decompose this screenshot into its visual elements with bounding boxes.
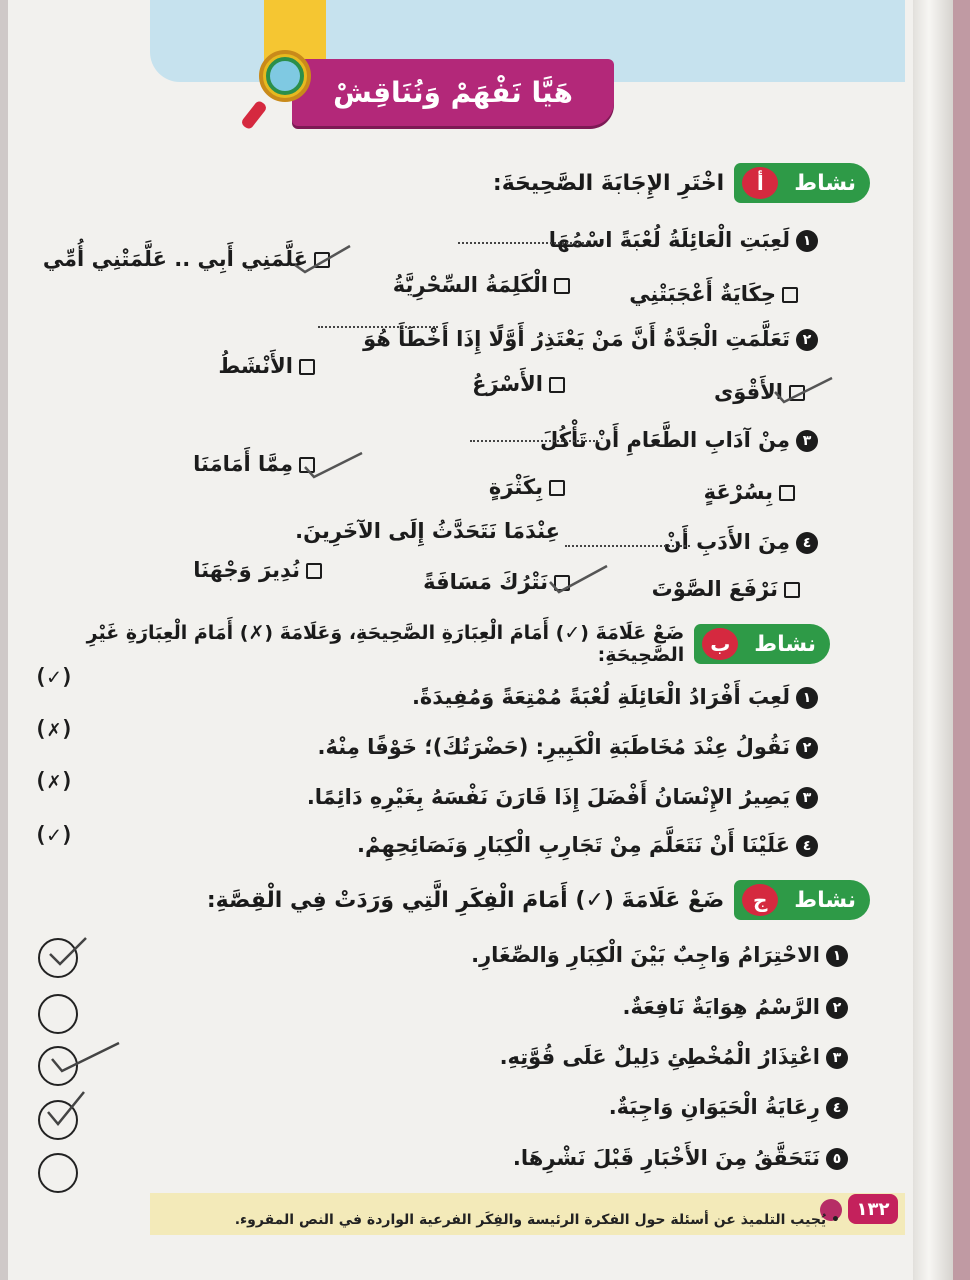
statement-1-number: ١ xyxy=(796,687,818,709)
statement-4-number: ٤ xyxy=(796,835,818,857)
question-4-number: ٤ xyxy=(796,532,818,554)
question-4-text-end: عِنْدَمَا نَتَحَدَّثُ إِلَى الآخَرِينَ. xyxy=(295,519,560,543)
activity-b-badge xyxy=(694,624,830,664)
checkbox[interactable] xyxy=(306,563,322,579)
statement-2-number: ٢ xyxy=(796,737,818,759)
option-label: مِمَّا أَمَامَنَا xyxy=(193,452,293,476)
activity-a-badge xyxy=(734,163,870,203)
option-q3-a[interactable] xyxy=(193,452,315,476)
activity-b-letter: ب xyxy=(702,628,738,660)
idea-5 xyxy=(513,1146,848,1170)
page-number: ١٣٢ xyxy=(848,1194,898,1224)
statement-1-text: لَعِبَ أَفْرَادُ الْعَائِلَةِ لُعْبَةً مُمْتِعَةً وَمُفِيدَةً. xyxy=(411,685,790,709)
option-label: نَتْرُكَ مَسَافَةً xyxy=(423,570,548,594)
statement-2 xyxy=(318,735,818,759)
idea-4-number: ٤ xyxy=(826,1097,848,1119)
idea-4-checkcircle[interactable] xyxy=(38,1100,78,1140)
statement-2-text: نَقُولُ عِنْدَ مُخَاطَبَةِ الْكَبِيرِ: (حَضْرَتُكَ)؛ خَوْفًا مِنْهُ. xyxy=(317,735,790,759)
idea-3-text: اعْتِذَارُ الْمُخْطِئِ دَلِيلٌ عَلَى قُوَّتِهِ. xyxy=(499,1045,820,1069)
answer-line xyxy=(458,242,588,244)
question-3-number: ٣ xyxy=(796,430,818,452)
option-q2-b[interactable] xyxy=(472,372,565,396)
question-4-text-start: مِنَ الأَدَبِ أَنْ xyxy=(663,530,790,554)
answer-line xyxy=(318,326,438,328)
activity-c-badge xyxy=(734,880,870,920)
answer-line xyxy=(470,440,598,442)
option-label: نَرْفَعَ الصَّوْتَ xyxy=(651,577,778,601)
option-q1-b[interactable] xyxy=(393,273,570,297)
idea-1 xyxy=(471,943,848,967)
idea-1-text: الاحْتِرَامُ وَاجِبٌ بَيْنَ الْكِبَارِ وَالصِّغَارِ. xyxy=(471,943,820,967)
statement-1 xyxy=(412,685,818,709)
answer-line xyxy=(565,545,690,547)
footer-note: • يُجيب التلميذ عن أسئلة حول الفكرة الرئيسة والفِكَر الفرعية الواردة في النص المقروء. xyxy=(234,1212,840,1228)
activity-c-header xyxy=(197,880,870,920)
question-1 xyxy=(549,228,818,252)
idea-3-checkcircle[interactable] xyxy=(38,1046,78,1086)
option-q2-c[interactable] xyxy=(714,380,805,404)
idea-2 xyxy=(622,995,848,1019)
checkbox[interactable] xyxy=(554,575,570,591)
answer-mark-4[interactable]: (✓) xyxy=(34,823,74,848)
activity-c-letter: ج xyxy=(742,884,778,916)
question-2-number: ٢ xyxy=(796,329,818,351)
question-4 xyxy=(664,530,818,554)
idea-3 xyxy=(500,1045,848,1069)
checkbox[interactable] xyxy=(299,359,315,375)
option-q4-a[interactable] xyxy=(193,558,322,582)
option-q3-b[interactable] xyxy=(489,475,565,499)
magnifier-icon xyxy=(240,44,320,134)
option-label: بِكَثْرَةٍ xyxy=(488,475,543,499)
idea-1-number: ١ xyxy=(826,945,848,967)
activity-b-header xyxy=(0,622,830,666)
idea-2-checkcircle[interactable] xyxy=(38,994,78,1034)
question-2-text: تَعَلَّمَتِ الْجَدَّةُ أَنَّ مَنْ يَعْتَذِرُ أَوَّلًا إِذَا أَخْطَأَ هُوَ xyxy=(363,327,790,351)
cover-edge xyxy=(953,0,970,1280)
activity-c-label: نشاط xyxy=(794,887,856,913)
checkbox[interactable] xyxy=(549,377,565,393)
activity-a-title: اخْتَرِ الإِجَابَةَ الصَّحِيحَةَ: xyxy=(492,170,725,196)
option-label: الأَسْرَعُ xyxy=(472,372,543,396)
idea-3-number: ٣ xyxy=(826,1047,848,1069)
option-label: الأَنْشَطُ xyxy=(218,354,293,378)
idea-4-text: رِعَايَةُ الْحَيَوَانِ وَاجِبَةٌ. xyxy=(608,1095,820,1119)
idea-1-checkcircle[interactable] xyxy=(38,938,78,978)
option-label: الأَقْوَى xyxy=(714,380,783,404)
statement-4 xyxy=(357,833,818,857)
option-q4-b[interactable] xyxy=(423,570,570,594)
page-title: هَيَّا نَفْهَمْ وَنُنَاقِشْ xyxy=(292,59,614,126)
idea-2-text: الرَّسْمُ هِوَايَةٌ نَافِعَةٌ. xyxy=(622,995,820,1019)
checkbox[interactable] xyxy=(782,287,798,303)
answer-mark-1[interactable]: (✓) xyxy=(34,665,74,690)
idea-4 xyxy=(609,1095,848,1119)
option-label: بِسُرْعَةٍ xyxy=(703,480,773,504)
checkbox[interactable] xyxy=(314,252,330,268)
question-1-number: ١ xyxy=(796,230,818,252)
activity-a-header xyxy=(483,163,870,203)
checkbox[interactable] xyxy=(789,385,805,401)
question-3-text: مِنْ آدَابِ الطَّعَامِ أَنْ تَأْكُلَ xyxy=(540,428,790,452)
answer-mark-2[interactable]: (✗) xyxy=(34,717,74,742)
statement-3-number: ٣ xyxy=(796,787,818,809)
option-q1-c[interactable] xyxy=(629,282,798,306)
statement-4-text: عَلَيْنَا أَنْ نَتَعَلَّمَ مِنْ تَجَارِبِ الْكِبَارِ وَنَصَائِحِهِمْ. xyxy=(357,833,790,857)
option-q3-c[interactable] xyxy=(704,480,795,504)
activity-a-label: نشاط xyxy=(794,170,856,196)
checkbox[interactable] xyxy=(779,485,795,501)
option-q4-c[interactable] xyxy=(652,577,800,601)
activity-b-label: نشاط xyxy=(754,631,816,657)
checkbox[interactable] xyxy=(554,278,570,294)
option-label: حِكَايَةٌ أَعْجَبَتْنِي xyxy=(629,282,776,306)
checkbox[interactable] xyxy=(549,480,565,496)
option-label: عَلَّمَنِي أَبِي .. عَلَّمَتْنِي أُمِّي xyxy=(42,247,308,271)
activity-a-letter: أ xyxy=(742,167,778,199)
idea-5-checkcircle[interactable] xyxy=(38,1153,78,1193)
question-2 xyxy=(363,327,818,351)
option-q1-a[interactable] xyxy=(43,247,330,271)
idea-5-text: نَتَحَقَّقُ مِنَ الأَخْبَارِ قَبْلَ نَشْرِهَا. xyxy=(512,1146,820,1170)
idea-2-number: ٢ xyxy=(826,997,848,1019)
activity-b-title: ضَعْ عَلَامَةَ (✓) أَمَامَ الْعِبَارَةِ الصَّحِيحَةِ، وَعَلَامَةَ (✗) أَمَامَ الْعِبَارَةِ غَيْرِ الصَّحِيحَةِ: xyxy=(86,622,685,666)
checkbox[interactable] xyxy=(299,457,315,473)
activity-c-title: ضَعْ عَلَامَةَ (✓) أَمَامَ الْفِكَرِ الَّتِي وَرَدَتْ فِي الْقِصَّةِ: xyxy=(206,887,725,913)
statement-3-text: يَصِيرُ الإِنْسَانُ أَفْضَلَ إِذَا قَارَنَ نَفْسَهُ بِغَيْرِهِ دَائِمًا. xyxy=(306,785,790,809)
option-label: الْكَلِمَةُ السِّحْرِيَّةُ xyxy=(392,273,548,297)
option-label: نُدِيرَ وَجْهَنَا xyxy=(193,558,300,582)
page-stack-edge xyxy=(913,0,953,1280)
idea-5-number: ٥ xyxy=(826,1148,848,1170)
checkbox[interactable] xyxy=(784,582,800,598)
answer-mark-3[interactable]: (✗) xyxy=(34,769,74,794)
option-q2-a[interactable] xyxy=(218,354,315,378)
statement-3 xyxy=(307,785,818,809)
question-1-text: لَعِبَتِ الْعَائِلَةُ لُعْبَةً اسْمُهَا xyxy=(548,228,790,252)
